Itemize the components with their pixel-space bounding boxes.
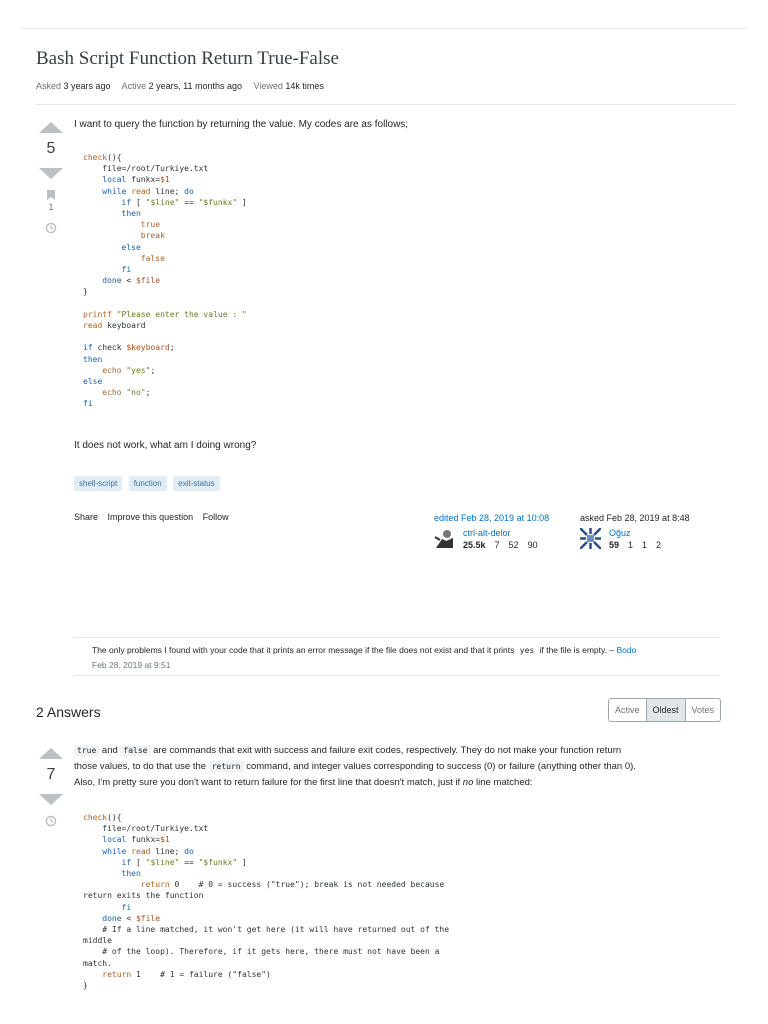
inline-code-true: true [74,745,99,756]
answer-text: those values, to do that use the [74,761,207,772]
editor-avatar[interactable] [434,528,455,549]
header-divider [36,104,736,105]
answer-history-icon[interactable] [45,815,57,827]
comment [92,643,712,672]
viewed-value: 14k times [285,81,324,91]
downvote-icon[interactable] [39,168,63,179]
comment-top-divider [74,637,720,638]
asked-value: 3 years ago [63,81,111,91]
comment-author[interactable]: Bodo [616,645,637,655]
comment-bottom-divider [74,675,720,676]
answer-text: command, and integer values corresponding to success (0) or failure (anything other than 0). [246,761,636,772]
asker-card [580,513,730,552]
inline-code-return: return [209,761,244,772]
answer-body-text [74,743,734,791]
asked-label: Asked [36,81,62,91]
active-value[interactable]: 2 years, 11 months ago [148,81,242,91]
tag-exit-status[interactable]: exit-status [173,476,219,491]
question-followup: It does not work, what am I doing wrong? [74,440,257,451]
share-link[interactable]: Share [74,512,99,522]
editor-name[interactable]: ctrl-alt-delor [463,528,511,538]
answer-text: and [101,745,118,756]
sort-active[interactable]: Active [609,699,647,721]
editor-reputation [463,540,547,550]
question-tags [74,473,222,491]
answer-text: line matched: [476,777,533,788]
question-code-block: check(){ file=/root/Turkiye.txt local funkx=$1 while read line; do if [ "$line" == "$funkx" ] then true break else false fi done < $file } printf "Please enter the value : " read keyboard if check $keyboard; then echo "yes"; else echo "no"; fi [83,153,247,409]
answers-header: 2 Answers [36,704,101,720]
editor-silver-badges: 52 [508,540,519,550]
sort-votes[interactable]: Votes [691,705,715,715]
asker-bronze-badges: 2 [656,540,662,550]
inline-code-false: false [120,745,150,756]
answer-score: 7 [46,766,56,783]
top-divider [22,28,746,29]
asked-timestamp[interactable]: asked Feb 28, 2019 at 8:48 [580,513,690,523]
answer-emphasis: no [462,777,474,788]
active-label: Active [121,81,147,91]
question-actions [74,512,236,522]
question-title[interactable]: Bash Script Function Return True-False [36,48,339,69]
history-icon[interactable] [45,222,57,234]
comment-text-after: if the file is empty. – [539,645,615,655]
asker-name[interactable]: Oğuz [609,528,631,538]
asker-rep: 59 [609,540,620,550]
answer-text: are commands that exit with success and failure exit codes, respectively. They do not make your function return [153,745,622,756]
comment-date[interactable]: Feb 28, 2019 at 9:51 [92,660,171,670]
question-intro: I want to query the function by returning the value. My codes are as follows; [74,119,409,130]
editor-rep: 25.5k [463,540,486,550]
improve-question-link[interactable]: Improve this question [107,512,194,522]
editor-card [434,513,549,552]
viewed-label: Viewed [253,81,283,91]
editor-gold-badges: 7 [494,540,500,550]
editor-bronze-badges: 90 [527,540,538,550]
follow-link[interactable]: Follow [202,512,229,522]
answer-code-block: check(){ file=/root/Turkiye.txt local funkx=$1 while read line; do if [ "$line" == "$funkx" ] then return 0 # 0 = success ("true"); break is not needed because return exits the function fi done < $file # If a line matched, it won't get here (it will have returned out of the middle # of the loop). Therefore, if it gets here, there must not have been a match. return 1 # 1 = failure ("false") } [83,813,450,991]
answer-text: Also, I'm pretty sure you don't want to return failure for the first line that doesn't match, just if [74,777,461,788]
bookmark-icon[interactable] [47,190,55,199]
asker-gold-badges: 1 [628,540,634,550]
comment-text-before: The only problems I found with your code that it prints an error message if the file does not exist and that it prints [92,645,515,655]
asker-silver-badges: 1 [642,540,648,550]
question-score: 5 [46,140,56,157]
tag-function[interactable]: function [129,476,167,491]
asker-reputation [609,540,670,550]
asker-avatar[interactable] [580,528,601,549]
tag-shell-script[interactable]: shell-script [74,476,122,491]
question-meta [36,81,333,91]
answer-sort-tabs [608,698,721,722]
comment-code: yes [519,646,535,655]
upvote-icon[interactable] [39,122,63,133]
answer-downvote-icon[interactable] [39,794,63,805]
answer-upvote-icon[interactable] [39,748,63,759]
answer-vote-column [36,748,66,827]
sort-oldest[interactable]: Oldest [647,699,686,721]
bookmark-count: 1 [48,202,54,212]
edited-timestamp[interactable]: edited Feb 28, 2019 at 10:08 [434,513,550,523]
question-vote-column [36,122,66,234]
